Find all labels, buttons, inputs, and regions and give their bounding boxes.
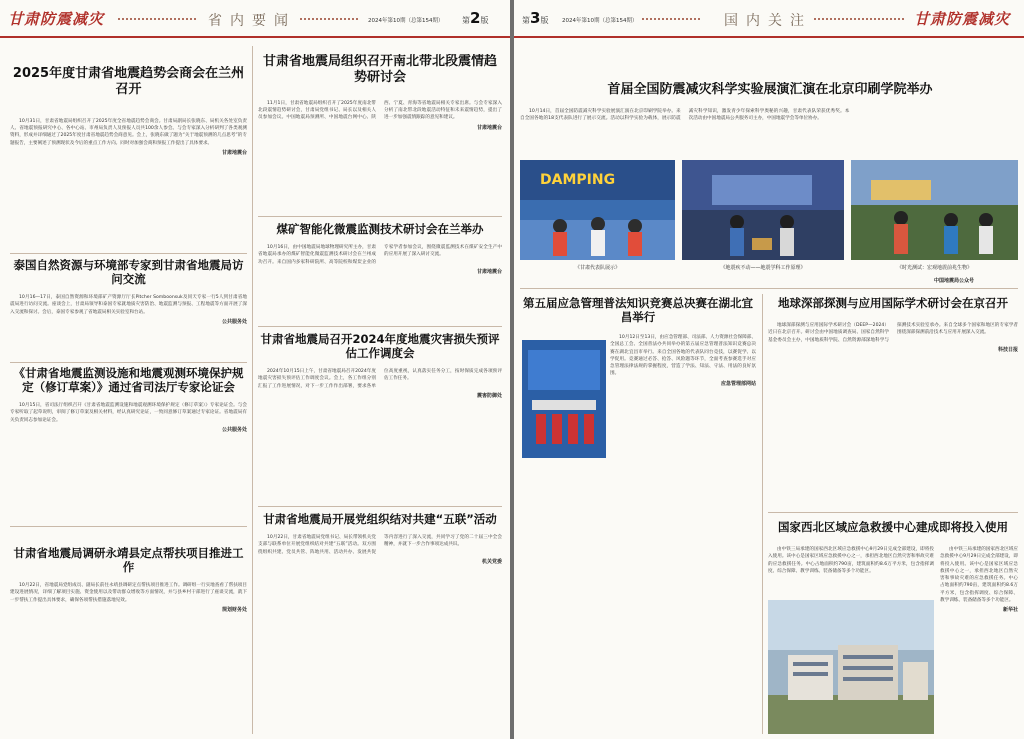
photo-experiment-principle xyxy=(682,160,844,260)
article-trend-meeting xyxy=(10,66,247,282)
photo-team-display xyxy=(520,160,675,260)
article-headline: 甘肃省地震局组织召开南北带北段震情趋势研讨会 xyxy=(262,54,497,85)
divider-line xyxy=(10,526,247,527)
article-byline: 公共服务处 xyxy=(221,426,247,433)
article-byline: 甘肃地震台 xyxy=(476,268,502,275)
divider-line xyxy=(258,326,502,327)
competition-headline xyxy=(520,296,756,326)
article-body: 10月15日，省司法厅组织召开《甘肃省地震监测设施和地震观测环境保护规定（修订草案）》专家论证会。与会专家听取了起草说明，审阅了修订草案及相关材料，经认真研究论证，一致同意修订草案通过专家论证。省地震局有关负责同志参加论证会。 xyxy=(10,403,247,423)
article-byline: 新华社 xyxy=(1002,607,1018,614)
article-headline: 煤矿智能化微震监测技术研讨会在兰举办 xyxy=(276,222,484,236)
divider-dots xyxy=(814,18,904,20)
photo-caption: 《甘肃代表队展示》 xyxy=(574,265,620,271)
masthead-right xyxy=(514,0,1024,38)
rescue-body xyxy=(940,546,1018,734)
photo-bio-precursor xyxy=(851,160,1018,260)
article-headline: 地球深部探测与应用国际学术研讨会在京召开 xyxy=(778,296,1008,310)
article-deep-earth xyxy=(768,296,1018,516)
article-byline: 应急管理部网站 xyxy=(720,380,756,387)
competition-body xyxy=(610,334,756,734)
article-body: 2024年10月15日上午，甘肃省地震局召开2024年度地震灾害损失预评估工作调度会议。会上，各工作组分别汇报了工作进展情况，对下一步工作作出部署，要求各单位高度重视，认真落实任务分工，按时保质完成各项预评估工作任务。 xyxy=(258,369,502,389)
article-headline: 2025年度甘肃省地震趋势会商会在兰州召开 xyxy=(12,66,245,97)
article-body: 11月1日，甘肃省地震局组织召开了2025年度南北带北段震情趋势研讨会，甘肃局党组书记、局长以及相关人员参加会议。中国地震局预测所、中国地震台网中心、陕西、宁夏、青海等省地震局相关专家出席。与会专家深入分析了南北带北段地震活动特征和未来震情趋势，提出了进一步加强震情跟踪的意见和建议。 xyxy=(258,100,502,121)
article-headline: 国家西北区域应急救援中心建成即将投入使用 xyxy=(778,520,1008,534)
photo-credit: 中国地震局公众号 xyxy=(934,278,975,284)
photo-caption: 《地震疾不动——地震学科工作原理》 xyxy=(720,265,806,271)
divider-dots xyxy=(642,18,702,20)
article-body: 10月12日至13日，由应急管理部、司法部、人力资源社会保障部、全国总工会、全国普法办共同举办的第五届应急管理普法知识竞赛总决赛在湖北宜昌市举行。来自全国各地的代表队同台竞技，以赛促学、以学促用。竞赛通过必答、抢答、风险题等环节，全面考查参赛选手对应急管理法律法规的掌握程度，营造了学法、知法、守法、用法的良好氛围。 xyxy=(610,335,756,377)
article-byline: 机关党委 xyxy=(481,558,502,565)
banner-text: DAMPING xyxy=(540,172,616,188)
section-title: 省内要闻 xyxy=(208,13,296,29)
brand-logo: 甘肃防震减灾 xyxy=(914,10,1011,28)
article-body: 地球深部探测与应用国际学术研讨会（DEEP—2024）近日在北京召开。研讨会由中国地质调查局、国家自然科学基金委员会主办，中国地质科学院、自然资源部深地科学与探测技术实验室承办。来自全球多个国家和地区的专家学者围绕深部探测前沿技术与应用开展深入交流。 xyxy=(768,323,1018,343)
article-body: 由中铁三局承建的国家西北区域应急救援中心9月29日完成全部建设，即将投入使用。该中心是国家区域应急救援中心之一，承担西北地区自然灾害和事故灾难的应急救援任务。中心占地面积约790亩，建筑面积约8.6万平方米，包含指挥调度、综合保障、教学训练、装备储备等多个功能区。 xyxy=(768,547,934,574)
divider-line xyxy=(520,288,1018,289)
divider-line xyxy=(10,362,247,363)
article-byline: 科技日报 xyxy=(997,346,1018,353)
rescue-intro xyxy=(768,546,934,596)
article-yongjing-survey xyxy=(10,546,247,736)
article-headline: 泰国自然资源与环境部专家到甘肃省地震局访问交流 xyxy=(13,258,244,287)
page-3 xyxy=(514,0,1024,739)
article-thailand-visit xyxy=(10,258,247,368)
article-headline: 甘肃省地震局开展党组织结对共建“五联”活动 xyxy=(263,512,497,526)
brand-logo: 甘肃防震减灾 xyxy=(8,10,105,28)
masthead-left xyxy=(0,0,510,38)
article-headline: 首届全国防震减灾科学实验展演汇演在北京印刷学院举办 xyxy=(607,82,933,97)
divider-dots xyxy=(300,18,360,20)
article-headline: 第五届应急管理普法知识竞赛总决赛在湖北宜昌举行 xyxy=(523,296,753,325)
article-body: 10月22日，省地震局党组成员、副局长前往永靖县调研定点帮扶项目推进工作。调研组一行实地查看了帮扶项目建设进展情况，详细了解项目实施、资金使用以及带动群众增收等方面情况，并与县乡村干部进行了座谈交流，就下一步帮扶工作提出具体要求，确保各项帮扶措施落地见效。 xyxy=(10,583,247,603)
divider-line xyxy=(258,216,502,217)
article-coal-mine-seminar xyxy=(258,222,502,322)
article-headline: 甘肃省地震局召开2024年度地震灾害损失预评估工作调度会 xyxy=(260,332,500,361)
article-party-cooperation xyxy=(258,512,502,736)
divider-line xyxy=(768,512,1018,513)
article-body: 由中铁三局承建的国家西北区域应急救援中心9月29日完成全部建设，即将投入使用。该中心是国家区域应急救援中心之一，承担西北地区自然灾害和事故灾难的应急救援任务。中心占地面积约790亩，建筑面积约8.6万平方米，包含指挥调度、综合保障、教学训练、装备储备等多个功能区。 xyxy=(940,547,1018,604)
column-divider xyxy=(762,294,763,734)
article-headline: 《甘肃省地震监测设施和地震观测环境保护规定（修订草案）》通过省司法厅专家论证会 xyxy=(13,366,244,395)
article-regulation-review xyxy=(10,366,247,516)
column-divider xyxy=(252,46,253,734)
section-title: 国内关注 xyxy=(724,13,812,29)
page-number: 第2版 xyxy=(462,9,489,27)
divider-line xyxy=(258,506,502,507)
page-number: 第3版 xyxy=(522,9,549,27)
divider-dots xyxy=(118,18,198,20)
article-byline: 甘肃地震台 xyxy=(221,149,247,156)
photo-competition-venue xyxy=(522,340,606,458)
feature-body xyxy=(520,108,1018,156)
article-byline: 公共服务处 xyxy=(221,318,247,325)
article-loss-assessment xyxy=(258,332,502,502)
page-2 xyxy=(0,0,510,739)
article-body: 10月31日，甘肃省地震局组织召开了2025年度全省地震趋势会商会。甘肃局副局长张晓东、局机关各处室负责人、省地震预报研究中心、各中心站、市州局负责人及预报人员共100余人参会。与会专家深入分析研判了各类观测资料，形成并详细通过了2025年度甘肃省地震趋势会商意见。会上，张晓东做了题为“关于地震预测的几点思考”的专题报告，主要阐述了预测现状及今后的重点工作方向。同时对加强会商和预报工作提出了具体要求。 xyxy=(10,118,247,146)
article-body: 10月16日，由中国地震局地球物理研究所主办，甘肃省地震局承办的煤矿智能化微震监测技术研讨会在兰州成功召开。来自国内多家科研院所、高等院校和煤炭企业的专家学者参加会议，围绕微震监测技术在煤矿安全生产中的应用开展了深入研讨交流。 xyxy=(258,245,502,265)
issue-info: 2024年第10期（总第154期） xyxy=(368,18,444,24)
divider-line xyxy=(10,253,247,254)
article-body: 10月16—17日，泰国自然资源和环境部矿产资源厅厅长Pitcher Somboonsuk及同天专家一行5人到甘肃省地震局进行访问交流。座谈会上，甘肃局领导和泰国专家就地质灾害防治、地震监测与预报、工程地震等方面开展了深入交流和探讨。会后，泰国专家参观了省地震局相关实验室和台站。 xyxy=(10,295,247,315)
article-body: 10月14日，首届全国防震减灾科学实验展演汇演在北京印刷学院举办。来自全国各地的18支代表队进行了展示交流。活动以科学实验为载体，展示防震减灾科学知识，激发青少年探索科学奥秘的兴趣，甘肃代表队荣获优秀奖。本次活动由中国地震局公共服务司主办，中国地震学会等单位协办。 xyxy=(520,109,850,122)
photo-caption: 《时光测试：宏观地震前兆生物》 xyxy=(896,265,972,271)
article-headline: 甘肃省地震局调研永靖县定点帮扶项目推进工作 xyxy=(13,546,244,575)
issue-info: 2024年第10期（总第154期） xyxy=(562,18,638,24)
article-byline: 甘肃地震台 xyxy=(476,124,502,131)
feature-headline xyxy=(526,82,1014,106)
article-byline: 震害防御处 xyxy=(476,392,502,399)
article-body: 10月22日，甘肃省地震局党组书记、局长带领机关党支部与联系单位开展党组织结对共建“五联”活动。双方围绕组织共建、党员共管、阵地共用、活动共办、发展共促等内容进行了深入交流，共同学习了党的二十届三中全会精神，并就下一步合作事项达成共识。 xyxy=(258,535,502,555)
article-byline: 规划财务处 xyxy=(221,606,247,613)
rescue-headline xyxy=(768,520,1018,544)
photo-rescue-center xyxy=(768,600,934,734)
